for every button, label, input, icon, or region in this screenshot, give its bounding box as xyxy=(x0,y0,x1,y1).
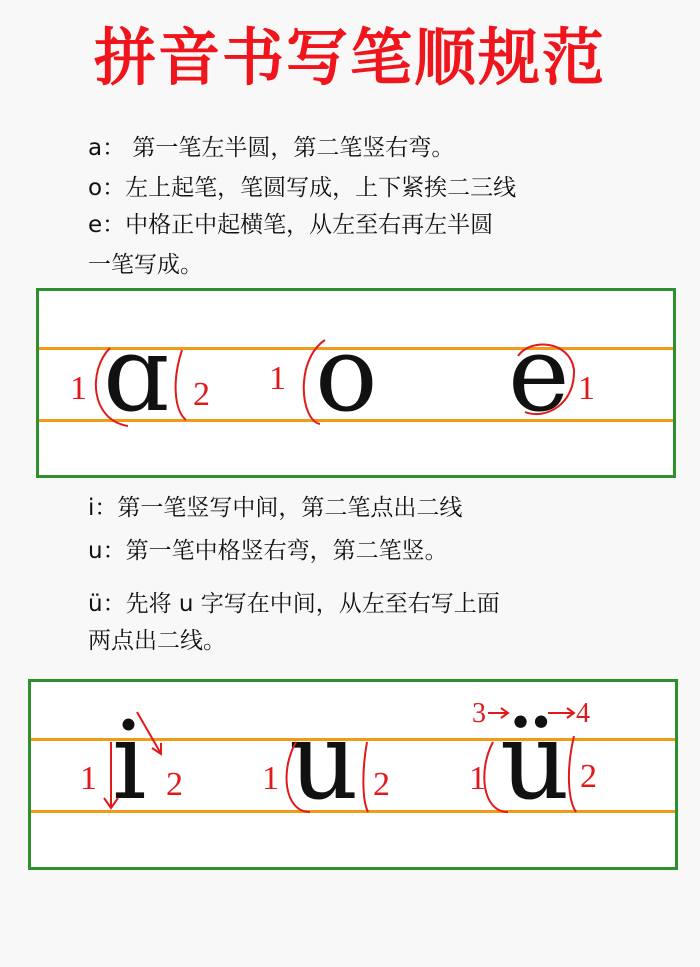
stroke-number-a-2: 2 xyxy=(193,376,210,413)
stroke-number-uu-4: 4 xyxy=(576,698,590,729)
stroke-number-u-1: 1 xyxy=(262,760,279,797)
letter-e: e xyxy=(508,313,570,435)
stroke-number-o-1: 1 xyxy=(269,360,286,397)
stroke-number-uu-1: 1 xyxy=(469,760,486,797)
rule-u: u：第一笔中格竖右弯，第二笔竖。 xyxy=(88,538,448,564)
stroke-number-u-2: 2 xyxy=(373,766,390,803)
rule-i: i：第一笔竖写中间，第二笔点出二线 xyxy=(88,495,463,521)
rule-a: a： 第一笔左半圆，第二笔竖右弯。 xyxy=(88,135,455,161)
rule-e-cont: 一笔写成。 xyxy=(88,252,203,278)
letter-u: u xyxy=(289,699,359,824)
letter-o: o xyxy=(315,313,378,435)
stroke-number-a-1: 1 xyxy=(70,370,87,407)
stroke-number-i-1: 1 xyxy=(80,760,97,797)
stroke-number-uu-3: 3 xyxy=(472,698,486,729)
stroke-number-e-1: 1 xyxy=(578,370,595,407)
stroke-number-uu-2: 2 xyxy=(580,758,597,795)
letter-u-umlaut: ü xyxy=(500,699,570,824)
rule-uu-cont: 两点出二线。 xyxy=(88,628,226,654)
stroke-arrow-i-2 xyxy=(137,712,160,752)
rule-o: o：左上起笔，笔圆写成，上下紧挨二三线 xyxy=(88,175,517,201)
letter-a: ɑ xyxy=(103,313,170,435)
stroke-arrow-u-1 xyxy=(287,742,310,812)
stroke-arrow-uu-1 xyxy=(484,742,508,812)
stroke-number-i-2: 2 xyxy=(166,766,183,803)
stroke-arrow-u-2 xyxy=(363,742,368,812)
stroke-arrow-uu-2 xyxy=(569,736,576,812)
page-title: 拼音书写笔顺规范 xyxy=(93,21,606,94)
letter-i: i xyxy=(112,699,147,824)
rule-e: e：中格正中起横笔，从左至右再左半圆 xyxy=(88,212,494,238)
rule-uu: ü：先将 u 字写在中间，从左至右写上面 xyxy=(88,591,500,617)
